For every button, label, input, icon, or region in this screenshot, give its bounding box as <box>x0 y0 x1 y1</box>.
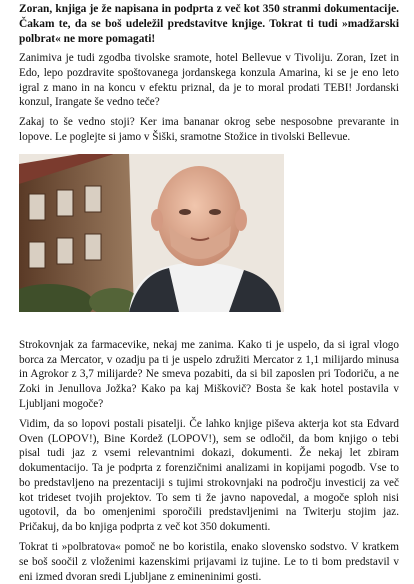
paragraph-book: Vidim, da so lopovi postali pisatelji. Če lahko knjige piševa akterja kot sta Edvard Oven (LOPOV!), Bine Kordež (LOPOV!), sem se odločil, da bom knjigo o tebi pisal tudi jaz z vsemi relevantnimi dokazi, dokumenti. Že nekaj let zbiram dokumentacijo. Ta je podprta z forenzičnimi analizami in kopijami pogodb. Vse to bo predstavljeno na prezentaciji s tujimi strokovnjaki na področju investicij za več kot trideset tvojih projektov. To sem ti že javno napovedal, a mogoče sploh nisi ugotovil, da bo omenjenimi sporočili predstavljenimi na Twiterju stojim jaz. Pričakuj, da bo knjiga podprta z več kot 350 dokumenti. <box>19 417 399 534</box>
article-photo <box>19 154 284 312</box>
paragraph-bellevue: Zanimiva je tudi zgodba tivolske sramote, hotel Bellevue v Tivoliju. Zoran, Izet in Edo, lepo pozdravite spoštovanega jordanskega konzula Amarina, ki se je eno leto igral z mano in na koncu v efektu priznal, da je to moral prodati TEBI! Jordanski konzul, Irangate še vedno teče? <box>19 52 399 109</box>
paragraph-pharma: Strokovnjak za farmacevike, nekaj me zanima. Kako ti je uspelo, da si igral vlogo borca za Mercator, v ozadju pa ti je uspelo združiti Mercator z 1,1 milijardo minusa in Agrokor z 3,7 milijarde? Ne smeva pozabiti, da si bil zaposlen pri Todoriču, a ne Zoki in Jenullova Jožka? Kako pa kaj Miškovič? Bosta še kak hotel postavila v Ljubljani mogoče? <box>19 338 399 410</box>
paragraph-why-still-standing: Zakaj to še vedno stoji? Ker ima bananar okrog sebe nesposobne prevarante in lopove. Le poglejte si jamo v Šiški, sramotne Stožice in tivolski Bellevue. <box>19 116 399 144</box>
photo-illustration <box>19 154 284 312</box>
paragraph-closing: Tokrat ti »polbratova« pomoč ne bo koristila, enako slovensko sodstvo. V kratkem se boš soočil z vloženimi kazenskimi prijavami iz tujine. Le to ti bom predstavil v eni izmed dvoran sredi Ljubljane z emineninimi gosti. <box>19 540 399 583</box>
lead-paragraph: Zoran, knjiga je že napisana in podprta z več kot 350 stranmi dokumentacije. Čakam te, da se boš udeležil predstavitve knjige. Tokrat ti tudi »madžarski polbrat« ne more pomagati! <box>19 3 399 46</box>
